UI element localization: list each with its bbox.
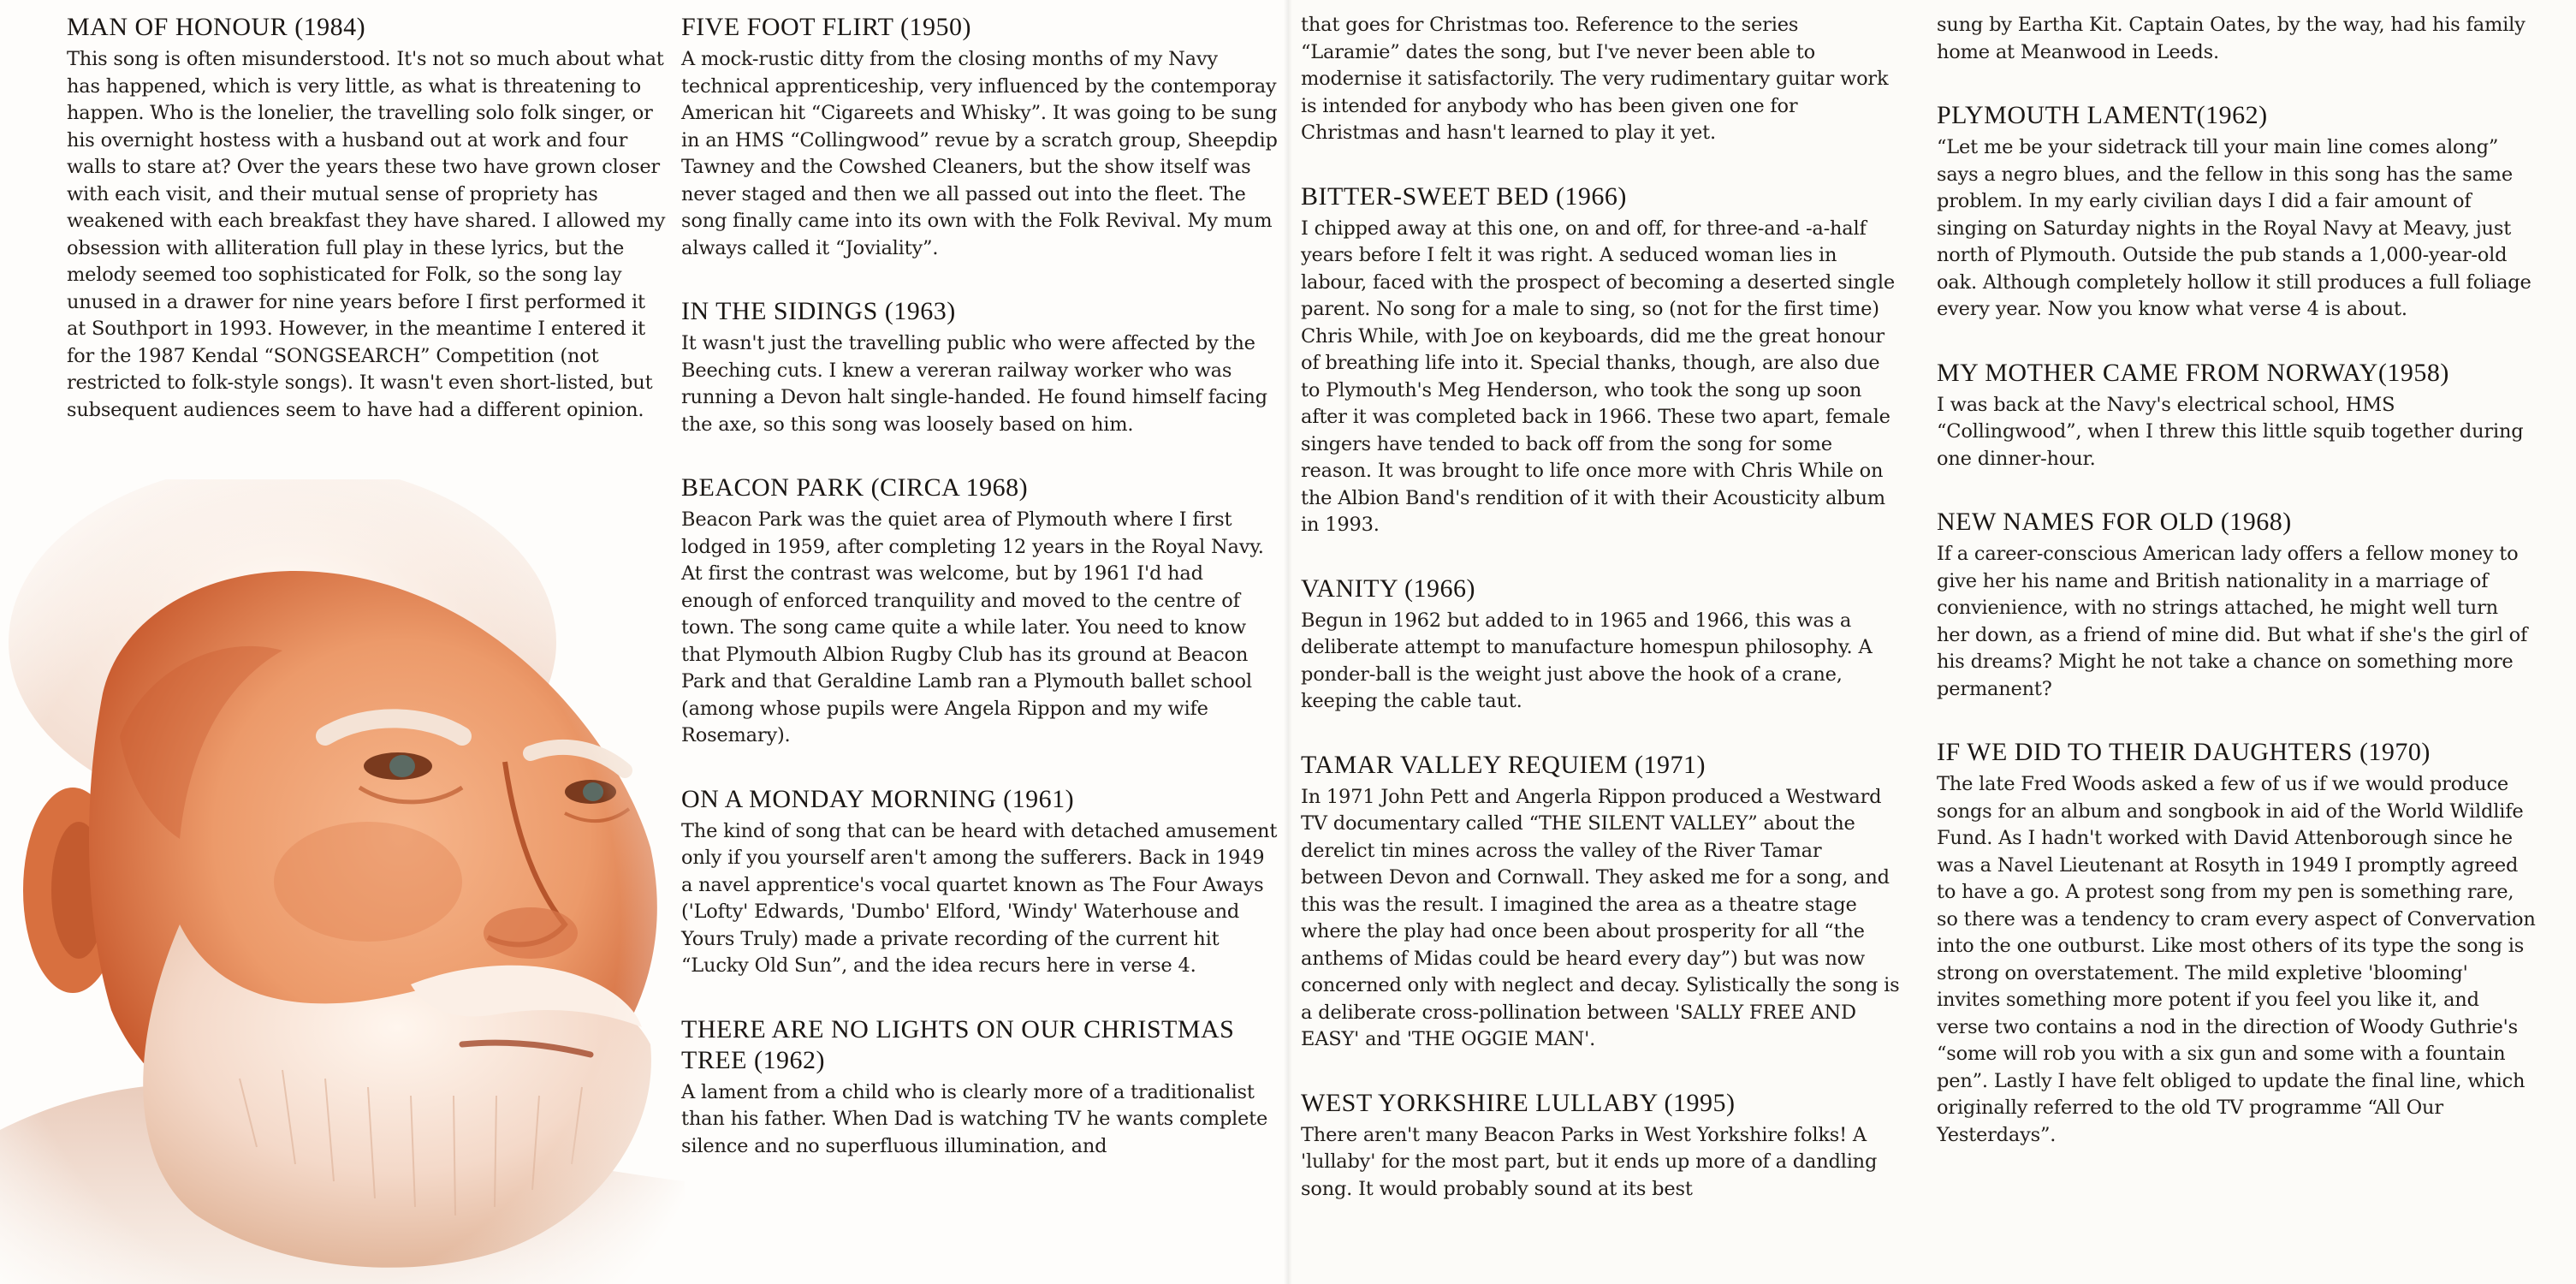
text-column-1: [67, 12, 666, 458]
song-title: WEST YORKSHIRE LULLABY (1995): [1301, 1088, 1736, 1117]
song-entry: [681, 473, 1280, 750]
song-title: MY MOTHER CAME FROM NORWAY(1958): [1937, 358, 2449, 387]
song-title: ON A MONDAY MORNING (1961): [681, 784, 1075, 813]
song-note: In 1971 John Pett and Angerla Rippon produced a Westward TV documentary called “THE SILENT VALLEY” about the derelict tin mines across the valley of the River Tamar between Devon and Cornwall. They asked me for a song, and this was the result. I imagined the area as a theatre stage where the play had once been about prosperity for all “the anthems of Midas could be heard every day”) but was now concerned only with neglect and decay. Sylistically the song is a deliberate cross-pollination between 'SALLY FREE AND EASY' and 'THE OGGIE MAN'.: [1301, 785, 1900, 1050]
song-title: VANITY (1966): [1301, 574, 1475, 603]
song-entry: [1937, 100, 2536, 324]
song-title: NEW NAMES FOR OLD (1968): [1937, 508, 2292, 536]
song-entry: [681, 1014, 1280, 1161]
song-note: If a career-conscious American lady offers a fellow money to give her his name and British nationality in a marriage of convienience, with no strings attached, he might well turn her down, as a friend of mine did. But what if she's the girl of his dreams? Might he not take a chance on something more permanent?: [1937, 543, 2528, 700]
song-note: I was back at the Navy's electrical school, HMS “Collingwood”, when I threw this little squib together during one dinner-hour.: [1937, 393, 2524, 470]
song-note: There aren't many Beacon Parks in West Yorkshire folks! A 'lullaby' for the most part, but it ends up more of a dandling song. It would probably sound at its best: [1301, 1123, 1878, 1200]
song-entry: [1937, 737, 2536, 1149]
song-title: BEACON PARK (CIRCA 1968): [681, 473, 1029, 502]
page-gutter: [1284, 0, 1292, 1284]
song-title: MAN OF HONOUR (1984): [67, 13, 366, 41]
song-note: The kind of song that can be heard with detached amusement only if you yourself aren't among the sufferers. Back in 1949 a navel apprentice's vocal quartet known as The Four Aways ('Lofty' Edwards, 'Dumbo' Elford, 'Windy' Waterhouse and Yours Truly) made a private recording of the current hit “Lucky Old Sun”, and the idea recurs here in verse 4.: [681, 819, 1278, 977]
song-entry: [681, 12, 1280, 262]
song-note: sung by Eartha Kit. Captain Oates, by the way, had his family home at Meanwood in Leeds.: [1937, 14, 2526, 63]
song-title: IF WE DID TO THEIR DAUGHTERS (1970): [1937, 738, 2431, 766]
song-title: FIVE FOOT FLIRT (1950): [681, 13, 971, 41]
song-entry: [1937, 358, 2536, 473]
text-column-3: [1301, 12, 1900, 1237]
song-note: A lament from a child who is clearly more of a traditionalist than his father. When Dad is watching TV he wants complete silence and no superfluous illumination, and: [681, 1080, 1268, 1157]
song-note: Beacon Park was the quiet area of Plymouth where I first lodged in 1959, after completing 12 years in the Royal Navy. At first the contrast was welcome, but by 1961 I'd had enough of enforced tranquility and moved to the centre of town. The song came quite a while later. You need to know that Plymouth Albion Rugby Club has its ground at Beacon Park and that Geraldine Lamb ran a Plymouth ballet school (among whose pupils were Angela Rippon and my wife Rosemary).: [681, 508, 1264, 746]
song-title: IN THE SIDINGS (1963): [681, 297, 956, 325]
text-column-4: [1937, 12, 2536, 1183]
song-entry: [681, 784, 1280, 980]
song-note: that goes for Christmas too. Reference to the series “Laramie” dates the song, but I've never been able to modernise it satisfactorily. The very rudimentary guitar work is intended for anybody who has been given one for Christmas and hasn't learned to play it yet.: [1301, 14, 1889, 144]
song-entry: [1301, 1088, 1900, 1204]
song-entry: [681, 296, 1280, 438]
song-entry-continued: [1937, 12, 2536, 66]
song-note: Begun in 1962 but added to in 1965 and 1966, this was a deliberate attempt to manufacture homespun philosophy. A ponder-ball is the weight just above the hook of a crane, keeping the cable taut.: [1301, 609, 1873, 712]
song-title: TAMAR VALLEY REQUIEM (1971): [1301, 750, 1706, 779]
song-note: “Let me be your sidetrack till your main line comes along” says a negro blues, and the fellow in this song has the same problem. In my early civilian days I did a fair amount of singing on Saturday nights in the Royal Navy at Meavy, just north of Plymouth. Outside the pub stands a 1,000-year-old oak. Although completely hollow it still produces a full foliage every year. Now you know what verse 4 is about.: [1937, 136, 2531, 320]
song-note: This song is often misunderstood. It's not so much about what has happened, which is very little, as what is threatening to happen. Who is the lonelier, the travelling solo folk singer, or his overnight hostess with a husband out at work and four walls to stare at? Over the years these two have grown closer with each visit, and their mutual sense of propriety has weakened with each breakfast they have shared. I allowed my obsession with alliteration full play in these lyrics, but the melody seemed too sophisticated for Folk, so the song lay unused in a drawer for nine years before I first performed it at Southport in 1993. However, in the meantime I entered it for the 1987 Kendal “SONGSEARCH” Competition (not restricted to folk-style songs). It wasn't even short-listed, but subsequent audiences seem to have had a different opinion.: [67, 48, 666, 421]
text-column-2: [681, 12, 1280, 1194]
song-entry: [1301, 181, 1900, 539]
song-note: A mock-rustic ditty from the closing months of my Navy technical apprenticeship, very influenced by the contemporay American hit “Cigareets and Whisky”. It was going to be sung in an HMS “Collingwood” revue by a scratch group, Sheepdip Tawney and the Cowshed Cleaners, but the show itself was never staged and then we all passed out into the fleet. The song finally came into its own with the Folk Revival. My mum always called it “Joviality”.: [681, 48, 1278, 259]
song-note: It wasn't just the travelling public who were affected by the Beeching cuts. I knew a vereran railway worker who was running a Devon halt single-handed. He found himself facing the axe, so this song was loosely based on him.: [681, 332, 1267, 436]
bearded-man-portrait-icon: [0, 479, 685, 1284]
song-title: BITTER-SWEET BED (1966): [1301, 181, 1627, 211]
song-entry: [1301, 574, 1900, 716]
song-entry-continued: [1301, 12, 1900, 147]
song-title: THERE ARE NO LIGHTS ON OUR CHRISTMAS TREE (1962): [681, 1014, 1235, 1074]
song-title: PLYMOUTH LAMENT(1962): [1937, 101, 2268, 129]
song-entry: [1937, 507, 2536, 703]
song-note: The late Fred Woods asked a few of us if we would produce songs for an album and songbook in aid of the World Wildlife Fund. As I hadn't worked with David Attenborough since he was a Navel Lieutenant at Rosyth in 1949 I promptly agreed to have a go. A protest song from my pen is something rare, so there was a tendency to cram every aspect of Convervation into the one outburst. Like most others of its type the song is strong on overstatement. The mild expletive 'blooming' invites something more potent if you feel you like it, and verse two contains a nod in the direction of Woody Guthrie's “some will rob you with a six gun and some with a fountain pen”. Lastly I have felt obliged to update the final line, which originally referred to the old TV programme “All Our Yesterdays”.: [1937, 773, 2536, 1146]
song-note: I chipped away at this one, on and off, for three-and -a-half years before I felt it was right. A seduced woman lies in labour, faced with the prospect of becoming a deserted single parent. No song for a male to sing, so (not for the first time) Chris While, with Joe on keyboards, did me the great honour of breathing life into it. Special thanks, though, are also due to Plymouth's Meg Henderson, who took the song up soon after it was completed back in 1966. These two apart, female singers have tended to back off from the song for some reason. It was brought to life once more with Chris While on the Albion Band's rendition of it with their Acousticity album in 1993.: [1301, 217, 1895, 536]
song-entry: [67, 12, 666, 424]
song-entry: [1301, 750, 1900, 1054]
